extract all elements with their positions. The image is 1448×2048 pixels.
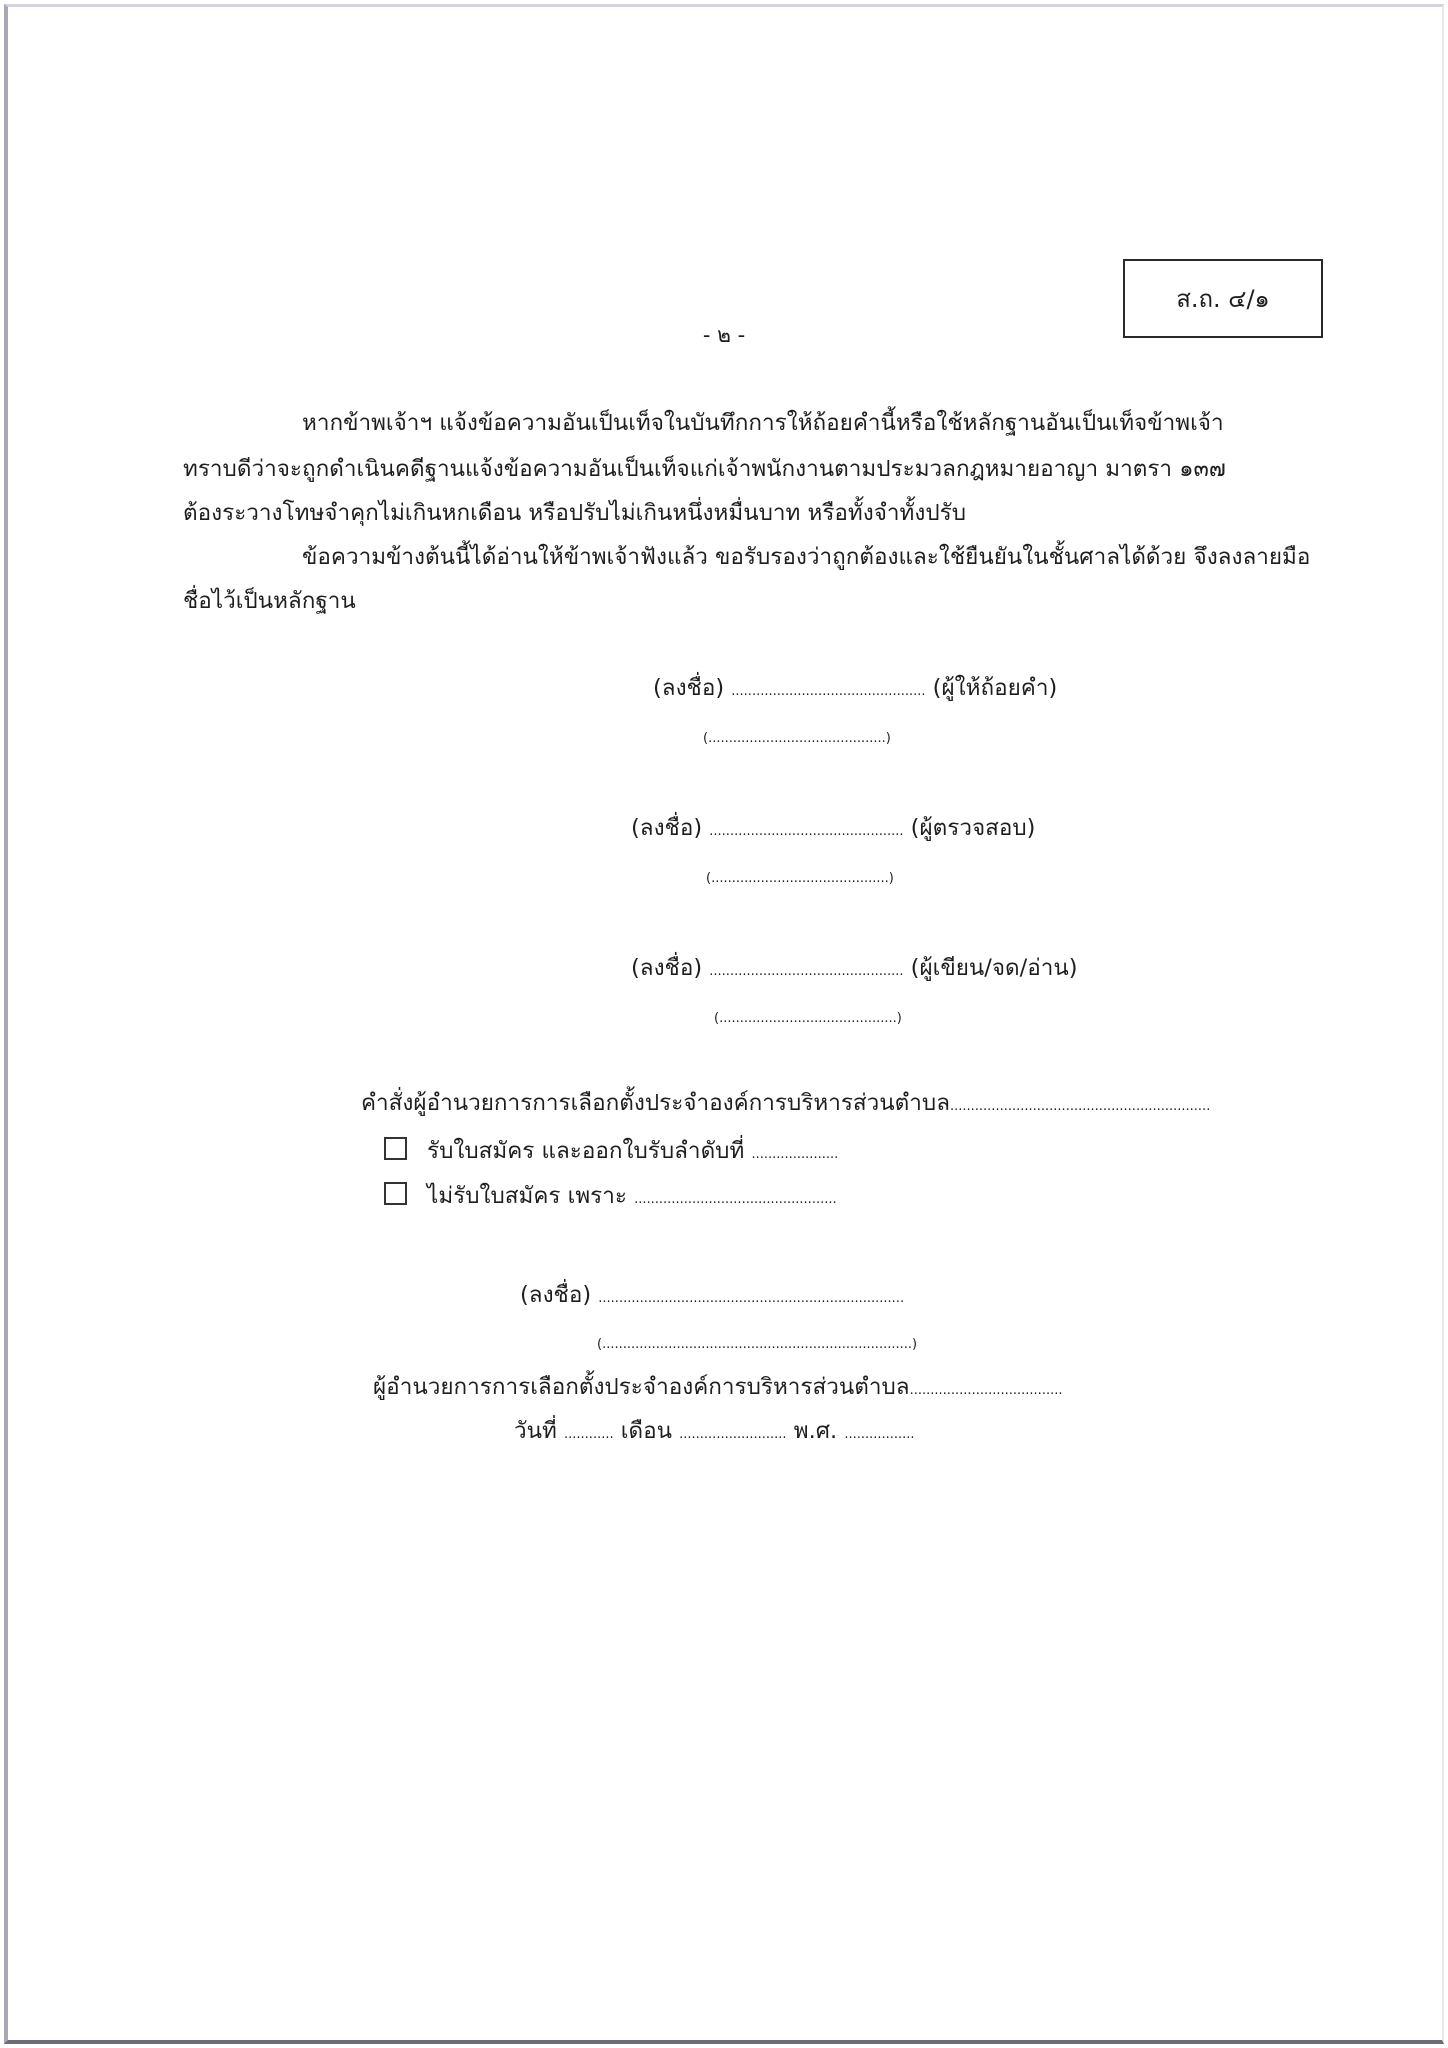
signer-role: (ผู้ตรวจสอบ) <box>910 815 1036 841</box>
signature-field[interactable]: ............................................... <box>709 824 904 839</box>
director-name-dots: (...........................................................................) <box>597 1337 918 1352</box>
director-subdistrict-field[interactable]: ..................................... <box>909 1383 1063 1398</box>
director-title <box>373 1376 1062 1399</box>
signature-block-inspector <box>631 817 1035 840</box>
printed-name-dots: (...........................................) <box>703 731 891 746</box>
page-number: - ๒ - <box>702 323 746 347</box>
sign-label: (ลงชื่อ) <box>631 955 703 981</box>
receipt-number-field[interactable]: ..................... <box>751 1147 839 1162</box>
date-year-label: พ.ศ. <box>793 1418 838 1444</box>
sign-label: (ลงชื่อ) <box>631 815 703 841</box>
date-line <box>514 1420 915 1443</box>
subdistrict-field[interactable]: ............................................................... <box>949 1099 1211 1114</box>
printed-name-dots: (...........................................) <box>706 871 894 886</box>
reject-option-label: ไม่รับใบสมัคร เพราะ <box>427 1183 627 1209</box>
signer-role: (ผู้เขียน/จด/อ่าน) <box>910 955 1078 981</box>
signature-field[interactable]: ............................................... <box>731 684 926 699</box>
director-title-text: ผู้อำนวยการการเลือกตั้งประจำองค์การบริหารส่วนตำบล <box>373 1374 910 1400</box>
signature-field[interactable]: ............................................... <box>709 964 904 979</box>
date-month-label: เดือน <box>620 1418 672 1444</box>
date-day-field[interactable]: ............ <box>564 1427 614 1442</box>
sign-label: (ลงชื่อ) <box>653 675 725 701</box>
printed-name-field[interactable] <box>714 1004 902 1027</box>
signature-block-writer <box>631 957 1078 980</box>
sign-label: (ลงชื่อ) <box>520 1282 592 1308</box>
accept-application-checkbox[interactable] <box>384 1137 407 1160</box>
signer-role: (ผู้ให้ถ้อยคำ) <box>932 675 1058 701</box>
printed-name-field[interactable] <box>706 864 894 887</box>
paragraph2-line2: ชื่อไว้เป็นหลักฐาน <box>183 588 356 614</box>
director-signature-line <box>520 1284 904 1307</box>
printed-name-dots: (...........................................) <box>714 1011 902 1026</box>
order-title <box>361 1092 1210 1115</box>
paragraph1-line1: หากข้าพเจ้าฯ แจ้งข้อความอันเป็นเท็จในบันทึกการให้ถ้อยคำนี้หรือใช้หลักฐานอันเป็นเท็จข้าพเจ้า <box>302 410 1224 436</box>
paragraph2-line1: ข้อความข้างต้นนี้ได้อ่านให้ข้าพเจ้าฟังแล้ว ขอรับรองว่าถูกต้องและใช้ยืนยันในชั้นศาลได้ด้วย จึงลงลายมือ <box>302 544 1311 570</box>
paragraph1-line3: ต้องระวางโทษจำคุกไม่เกินหกเดือน หรือปรับไม่เกินหนึ่งหมื่นบาท หรือทั้งจำทั้งปรับ <box>183 500 967 526</box>
printed-name-field[interactable] <box>703 724 891 747</box>
date-month-field[interactable]: .......................... <box>679 1427 787 1442</box>
reject-option <box>427 1185 837 1208</box>
reject-application-checkbox[interactable] <box>384 1182 407 1205</box>
form-code: ส.ถ. ๔/๑ <box>1176 285 1270 313</box>
date-day-label: วันที่ <box>514 1418 557 1444</box>
director-name-field[interactable] <box>597 1330 917 1353</box>
date-year-field[interactable]: ................. <box>844 1427 915 1442</box>
order-title-text: คำสั่งผู้อำนวยการการเลือกตั้งประจำองค์การบริหารส่วนตำบล <box>361 1090 950 1116</box>
accept-option <box>427 1140 838 1163</box>
reject-reason-field[interactable]: ................................................. <box>634 1192 837 1207</box>
director-signature-field[interactable]: .......................................................................... <box>598 1291 905 1306</box>
signature-block-giver <box>653 677 1057 700</box>
accept-option-label: รับใบสมัคร และออกใบรับลำดับที่ <box>427 1138 745 1164</box>
paragraph1-line2: ทราบดีว่าจะถูกดำเนินคดีฐานแจ้งข้อความอันเป็นเท็จแก่เจ้าพนักงานตามประมวลกฎหมายอาญา มาตรา ๑๓๗ <box>183 456 1226 482</box>
